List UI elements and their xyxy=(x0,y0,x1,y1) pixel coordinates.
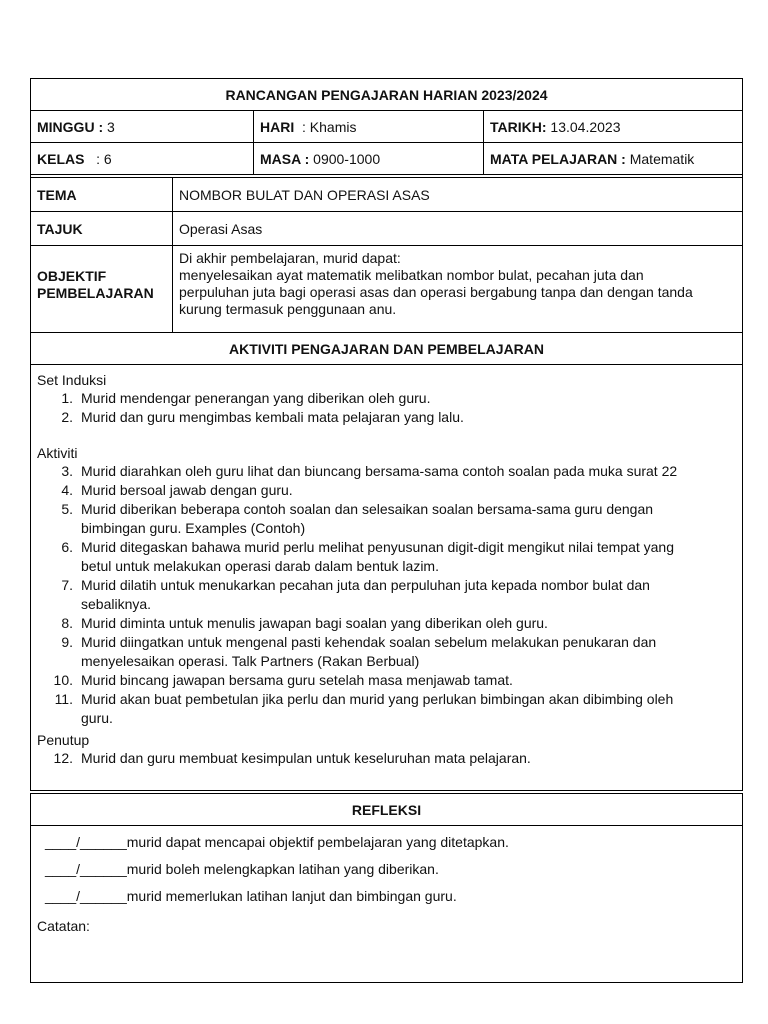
hari-label: HARI xyxy=(260,118,295,135)
page-title: RANCANGAN PENGAJARAN HARIAN 2023/2024 xyxy=(225,86,548,103)
tajuk-row xyxy=(31,212,742,246)
objektif-line-4: kurung termasuk penggunaan anu. xyxy=(179,301,397,317)
mata-pelajaran-value: Matematik xyxy=(629,150,695,167)
refleksi-body xyxy=(31,826,742,982)
header-table xyxy=(30,78,743,791)
objektif-row xyxy=(31,246,742,333)
tarikh-label: TARIKH: xyxy=(490,118,547,135)
list-item-text xyxy=(81,408,736,427)
refleksi-line-1: ____/______murid dapat mencapai objektif pembelajaran yang ditetapkan. xyxy=(45,834,509,850)
kelas-cell xyxy=(31,143,253,174)
minggu-label: MINGGU : xyxy=(37,118,104,135)
list-item xyxy=(37,389,736,408)
list-item-number: 6. xyxy=(61,539,73,555)
list-item xyxy=(37,576,736,614)
list-item xyxy=(37,749,736,768)
list-item-line: betul untuk melakukan operasi darab dalam bentuk lazim. xyxy=(81,558,439,574)
list-item-text xyxy=(81,389,736,408)
tarikh-cell xyxy=(483,111,742,142)
list-item-line: Murid bersoal jawab dengan guru. xyxy=(81,482,293,498)
refleksi-line-3: ____/______murid memerlukan latihan lanjut dan bimbingan guru. xyxy=(45,888,457,904)
mata-pelajaran-cell xyxy=(483,143,742,174)
set-induksi-list xyxy=(37,389,736,427)
list-item-line: bimbingan guru. Examples (Contoh) xyxy=(81,520,306,536)
objektif-label-line-2: PEMBELAJARAN xyxy=(37,285,154,301)
list-item-text xyxy=(81,690,736,728)
list-item-number: 3. xyxy=(61,463,73,479)
list-item-line: Murid bincang jawapan bersama guru setelah masa menjawab tamat. xyxy=(81,672,513,688)
list-item-number: 11. xyxy=(54,691,73,707)
tema-value: NOMBOR BULAT DAN OPERASI ASAS xyxy=(172,178,742,211)
list-item-number: 9. xyxy=(61,634,73,650)
list-item-line: Murid diberikan beberapa contoh soalan dan selesaikan soalan bersama-sama guru dengan xyxy=(81,501,654,517)
objektif-value xyxy=(172,246,742,332)
list-item-text xyxy=(81,671,736,690)
list-item-line: guru. xyxy=(81,710,113,726)
aktiviti-title: AKTIVITI PENGAJARAN DAN PEMBELAJARAN xyxy=(228,340,545,357)
refleksi-line-2: ____/______murid boleh melengkapkan latihan yang diberikan. xyxy=(45,861,439,877)
list-item-line: Murid dan guru membuat kesimpulan untuk keseluruhan mata pelajaran. xyxy=(81,750,531,766)
list-item-line: Murid diminta untuk menulis jawapan bagi soalan yang diberikan oleh guru. xyxy=(81,615,548,631)
masa-cell xyxy=(253,143,483,174)
list-item-number: 1. xyxy=(61,390,73,406)
list-item-number: 7. xyxy=(61,577,73,593)
refleksi-table xyxy=(30,793,743,983)
masa-value: 0900-1000 xyxy=(313,150,381,167)
list-item-text xyxy=(81,462,736,481)
penutup-heading: Penutup xyxy=(37,732,90,748)
lesson-plan xyxy=(30,78,743,983)
tajuk-value: Operasi Asas xyxy=(172,212,742,245)
list-item-line: Murid diingatkan untuk mengenal pasti kehendak soalan sebelum melakukan penukaran dan xyxy=(81,634,657,650)
objektif-line-1: Di akhir pembelajaran, murid dapat: xyxy=(179,250,401,266)
refleksi-title-row xyxy=(31,794,742,826)
tema-label: TEMA xyxy=(37,186,77,203)
info-row-1 xyxy=(31,111,742,143)
list-item-line: Murid diarahkan oleh guru lihat dan biuncang bersama-sama contoh soalan pada muka surat 22 xyxy=(81,463,678,479)
list-item-text xyxy=(81,749,736,768)
minggu-cell xyxy=(31,111,253,142)
mata-pelajaran-label: MATA PELAJARAN : xyxy=(490,150,626,167)
aktiviti-heading: Aktiviti xyxy=(37,445,78,461)
aktiviti-title-row xyxy=(31,333,742,365)
minggu-value: 3 xyxy=(107,118,115,135)
tarikh-value: 13.04.2023 xyxy=(550,118,621,135)
list-item-number: 8. xyxy=(61,615,73,631)
list-item-line: Murid ditegaskan bahawa murid perlu melihat penyusunan digit-digit mengikut nilai tempat yang xyxy=(81,539,675,555)
aktiviti-body xyxy=(31,365,742,790)
list-item xyxy=(37,481,736,500)
list-item-number: 4. xyxy=(61,482,73,498)
list-item-line: menyelesaikan operasi. Talk Partners (Rakan Berbual) xyxy=(81,653,420,669)
penutup-list xyxy=(37,749,736,768)
list-item-text xyxy=(81,538,736,576)
kelas-label: KELAS xyxy=(37,150,85,167)
list-item-number: 10. xyxy=(53,672,73,688)
list-item-text xyxy=(81,633,736,671)
aktiviti-list xyxy=(37,462,736,728)
list-item-number: 2. xyxy=(61,409,73,425)
tajuk-label: TAJUK xyxy=(37,220,83,237)
hari-value: : Khamis xyxy=(302,118,357,135)
kelas-value: : 6 xyxy=(96,150,112,167)
objektif-line-3: perpuluhan juta bagi operasi asas dan operasi bergabung tanpa dan dengan tanda xyxy=(179,284,693,300)
catatan-label: Catatan: xyxy=(37,918,90,934)
list-item xyxy=(37,690,736,728)
masa-label: MASA : xyxy=(260,150,310,167)
refleksi-title: REFLEKSI xyxy=(351,801,422,818)
list-item-text xyxy=(81,576,736,614)
list-item xyxy=(37,614,736,633)
list-item-number: 12. xyxy=(53,750,73,766)
hari-cell xyxy=(253,111,483,142)
list-item-number: 5. xyxy=(61,501,73,517)
list-item xyxy=(37,671,736,690)
set-induksi-heading: Set Induksi xyxy=(37,372,107,388)
list-item xyxy=(37,500,736,538)
list-item xyxy=(37,633,736,671)
list-item-text xyxy=(81,481,736,500)
list-item-text xyxy=(81,500,736,538)
objektif-label xyxy=(31,246,172,332)
objektif-label-line-1: OBJEKTIF xyxy=(37,268,107,284)
list-item-line: Murid dan guru mengimbas kembali mata pelajaran yang lalu. xyxy=(81,409,464,425)
list-item-line: sebaliknya. xyxy=(81,596,152,612)
list-item-line: Murid akan buat pembetulan jika perlu dan murid yang perlukan bimbingan akan dibimbing oleh xyxy=(81,691,674,707)
objektif-line-2: menyelesaikan ayat matematik melibatkan nombor bulat, pecahan juta dan xyxy=(179,267,644,283)
list-item-text xyxy=(81,614,736,633)
tema-row xyxy=(31,178,742,212)
list-item xyxy=(37,408,736,427)
list-item xyxy=(37,538,736,576)
list-item xyxy=(37,462,736,481)
title-row xyxy=(31,79,742,111)
list-item-line: Murid mendengar penerangan yang diberikan oleh guru. xyxy=(81,390,431,406)
info-row-2 xyxy=(31,143,742,175)
list-item-line: Murid dilatih untuk menukarkan pecahan juta dan perpuluhan juta kepada nombor bulat dan xyxy=(81,577,650,593)
